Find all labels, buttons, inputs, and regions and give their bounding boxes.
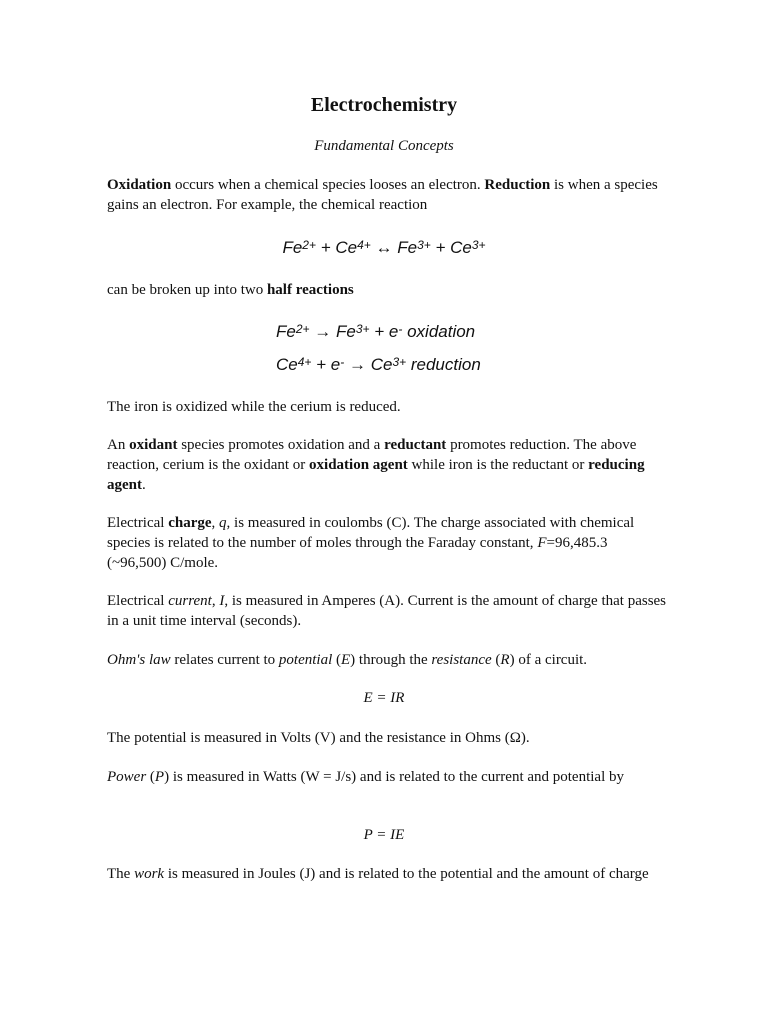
- term-reducing-agent: reducing agent: [107, 457, 645, 493]
- term-reductant: reductant: [384, 437, 447, 453]
- page-subtitle: Fundamental Concepts: [314, 138, 454, 154]
- paragraph-units: The potential is measured in Volts (V) and the resistance in Ohms (Ω).: [107, 730, 530, 746]
- term-work: work: [134, 866, 165, 882]
- equation-ohms-law: E = IR: [363, 690, 405, 706]
- paragraph-half-reactions-intro: can be broken up into two half reactions: [107, 282, 354, 298]
- equation-power: P = IE: [363, 827, 405, 843]
- paragraph-iron-cerium: The iron is oxidized while the cerium is reduced.: [107, 399, 401, 415]
- equation-reduction-half: $Ce^{4+} + e^- \to Ce^{3+}$ reduction: [276, 355, 481, 374]
- term-oxidant: oxidant: [129, 437, 178, 453]
- term-half-reactions: half reactions: [266, 282, 354, 298]
- term-power: Power: [107, 769, 147, 785]
- equation-oxidation-half: $Fe^{2+} \to Fe^{3+} + e^-$ oxidation: [276, 322, 476, 341]
- paragraph-oxidant-reductant: An oxidant species promotes oxidation and a reductant promotes reduction. The above reaction, cerium is the oxidant or oxidation agent while iron is the reductant or reducing agent.: [107, 437, 645, 493]
- paragraph-current: Electrical current, I, is measured in Amperes (A). Current is the amount of charge that passes in a unit time interval (seconds).: [107, 593, 667, 629]
- paragraph-charge: Electrical charge, q, is measured in coulombs (C). The charge associated with chemical species is related to the number of moles through the Faraday constant, F=96,485.3 (~96,500) C/mole.: [107, 515, 635, 571]
- paragraph-ohms-law: Ohm's law relates current to potential (E) through the resistance (R) of a circuit.: [107, 652, 588, 668]
- paragraph-work: The work is measured in Joules (J) and is related to the potential and the amount of charge: [107, 866, 649, 882]
- equation-overall-reaction: $Fe^{2+} + Ce^{4+}$ ↔ $Fe^{3+} + Ce^{3+}$: [282, 238, 486, 257]
- term-oxidation-agent: oxidation agent: [309, 457, 408, 473]
- term-charge: charge: [168, 515, 212, 531]
- term-ohms-law: Ohm's law: [107, 652, 171, 668]
- page-title: Electrochemistry: [310, 94, 458, 116]
- term-reduction: Reduction: [484, 177, 551, 193]
- term-oxidation: Oxidation: [107, 177, 172, 193]
- paragraph-oxidation-reduction: Oxidation occurs when a chemical species looses an electron. Reduction is when a species gains an electron. For example, the chemical reaction: [107, 177, 658, 213]
- paragraph-power: Power (P) is measured in Watts (W = J/s) and is related to the current and potential by: [107, 769, 625, 785]
- term-current: current: [168, 593, 212, 609]
